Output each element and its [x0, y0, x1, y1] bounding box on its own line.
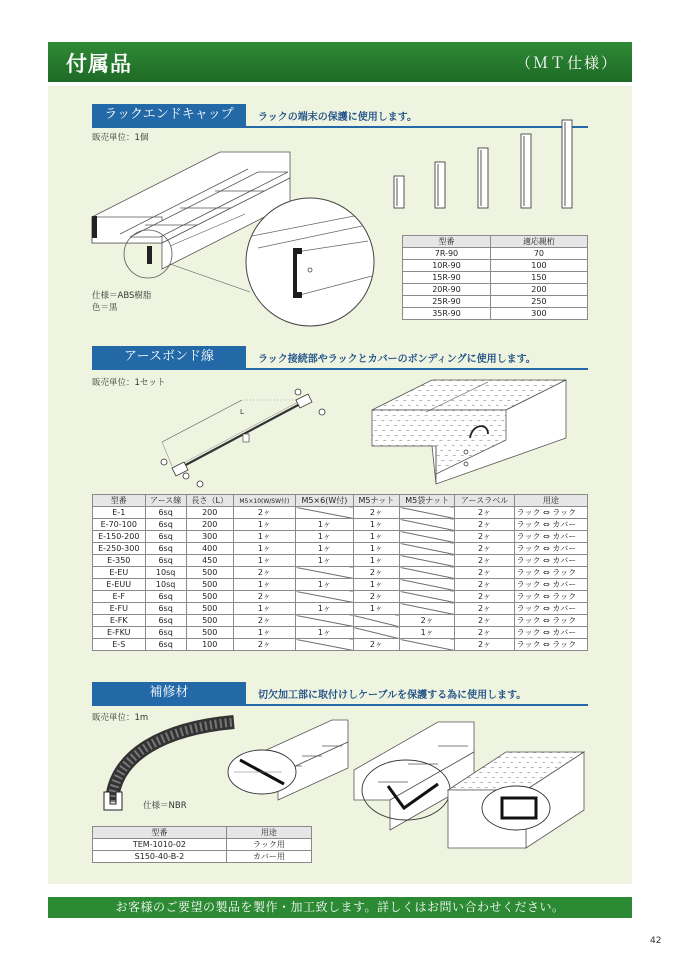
table-cell: 500 [186, 591, 233, 603]
table-cell [400, 531, 455, 543]
table-cell: 7R-90 [403, 248, 491, 260]
table-cell: ラック ⇔ ラック [514, 591, 587, 603]
table-cell: 1ヶ [353, 555, 399, 567]
table-cell: 6sq [145, 603, 186, 615]
column-header: M5×6(W付) [296, 495, 354, 507]
table-cell: E-F [93, 591, 146, 603]
sales-unit: 販売単位：1セット [92, 378, 166, 388]
material-spec: 仕様＝NBR [143, 801, 187, 811]
table-cell [296, 639, 354, 651]
table-cell: 1ヶ [296, 579, 354, 591]
table-cell: 6sq [145, 543, 186, 555]
column-header: 型番 [403, 236, 491, 248]
table-cell: 15R-90 [403, 272, 491, 284]
table-cell: 2ヶ [455, 615, 514, 627]
table-cell: 1ヶ [296, 543, 354, 555]
column-header: 用途 [514, 495, 587, 507]
table-cell: 6sq [145, 591, 186, 603]
table-row [93, 543, 588, 555]
table-cell: 1ヶ [353, 519, 399, 531]
table-cell [353, 615, 399, 627]
table-cell: 200 [186, 519, 233, 531]
table-row [93, 603, 588, 615]
edge-trim-illustration [96, 714, 240, 814]
table-row [93, 531, 588, 543]
table-row [93, 851, 312, 863]
table-cell: 2ヶ [233, 615, 295, 627]
table-cell [400, 519, 455, 531]
table-cell: 2ヶ [233, 567, 295, 579]
table-cell [296, 615, 354, 627]
table-cell: ラック ⇔ カバー [514, 603, 587, 615]
table-row [93, 627, 588, 639]
column-header: M5×10(W/SW付) [233, 495, 295, 507]
table-header-row [403, 236, 588, 248]
table-cell: ラック ⇔ カバー [514, 519, 587, 531]
section-description: 切欠加工部に取付けしケーブルを保護する為に使用します。 [258, 690, 527, 701]
table-row [403, 260, 588, 272]
table-cell: E-250-300 [93, 543, 146, 555]
table-cell: 200 [186, 507, 233, 519]
column-header: 型番 [93, 495, 146, 507]
table-cell: 500 [186, 603, 233, 615]
table-row [93, 555, 588, 567]
table-cell [400, 591, 455, 603]
table-cell: 2ヶ [455, 567, 514, 579]
bond-wire-illustration [150, 386, 340, 490]
table-cell: ラック ⇔ ラック [514, 507, 587, 519]
table-cell: 150 [490, 272, 587, 284]
table-cell: E-1 [93, 507, 146, 519]
table-cell: 2ヶ [455, 555, 514, 567]
table-cell: 1ヶ [296, 603, 354, 615]
table-cell: 6sq [145, 639, 186, 651]
table-cell: 500 [186, 627, 233, 639]
table-row [93, 579, 588, 591]
table-cell: 2ヶ [455, 579, 514, 591]
table-cell: E-FK [93, 615, 146, 627]
section-description: ラックの端末の保護に使用します。 [258, 112, 417, 123]
sales-unit: 販売単位：1個 [92, 133, 149, 143]
table-cell: E-FKU [93, 627, 146, 639]
table-cell: 2ヶ [455, 591, 514, 603]
table-cell: 300 [186, 531, 233, 543]
table-cell: 6sq [145, 531, 186, 543]
table-cell: 2ヶ [455, 543, 514, 555]
table-cell: E-150-200 [93, 531, 146, 543]
column-header: 長さ（L） [186, 495, 233, 507]
column-header: M5ナット [353, 495, 399, 507]
table-cell: 1ヶ [353, 543, 399, 555]
table-row [403, 272, 588, 284]
table-cell: ラック ⇔ ラック [514, 639, 587, 651]
table-cell: 6sq [145, 519, 186, 531]
page-title: 付属品 [66, 52, 132, 76]
table-cell [296, 567, 354, 579]
table-row [93, 639, 588, 651]
table-cell: 1ヶ [233, 603, 295, 615]
bond-wire-spec-table [92, 494, 588, 651]
table-cell: 2ヶ [353, 639, 399, 651]
table-cell: 2ヶ [455, 531, 514, 543]
page-number: 42 [650, 936, 662, 946]
table-cell: 1ヶ [296, 555, 354, 567]
table-cell: E-350 [93, 555, 146, 567]
table-cell: 1ヶ [296, 531, 354, 543]
table-cell [400, 579, 455, 591]
table-cell: 1ヶ [233, 555, 295, 567]
table-cell: 1ヶ [233, 627, 295, 639]
color-spec: 色＝黒 [92, 303, 118, 313]
table-row [93, 507, 588, 519]
page-header [48, 42, 632, 82]
table-row [93, 615, 588, 627]
table-cell: 1ヶ [353, 603, 399, 615]
table-cell: 1ヶ [233, 579, 295, 591]
table-row [93, 839, 312, 851]
table-cell: 1ヶ [233, 543, 295, 555]
table-cell: ラック ⇔ カバー [514, 555, 587, 567]
table-cell: ラック用 [226, 839, 311, 851]
spec-label: （ＭＴ仕様） [515, 54, 618, 72]
section-title: アースボンド線 [92, 346, 246, 368]
table-row [93, 519, 588, 531]
table-cell: 6sq [145, 507, 186, 519]
table-cell: 2ヶ [455, 519, 514, 531]
table-cell: ラック ⇔ カバー [514, 543, 587, 555]
table-cell: ラック ⇔ ラック [514, 567, 587, 579]
column-header: アース線 [145, 495, 186, 507]
table-cell: 6sq [145, 555, 186, 567]
bond-wire-table-body [93, 507, 588, 651]
table-row [403, 308, 588, 320]
table-cell: 2ヶ [400, 615, 455, 627]
table-cell [296, 507, 354, 519]
table-cell: 1ヶ [353, 579, 399, 591]
table-cell: 6sq [145, 627, 186, 639]
table-cell: 2ヶ [353, 567, 399, 579]
table-cell: 20R-90 [403, 284, 491, 296]
table-cell [400, 603, 455, 615]
table-cell: E-FU [93, 603, 146, 615]
repair-material-table [92, 826, 312, 863]
table-header-row [93, 827, 312, 839]
column-header: M5袋ナット [400, 495, 455, 507]
table-cell: 500 [186, 615, 233, 627]
table-cell: 25R-90 [403, 296, 491, 308]
table-cell: TEM-1010-02 [93, 839, 227, 851]
section-title: ラックエンドキャップ [92, 104, 246, 126]
table-cell: 2ヶ [455, 627, 514, 639]
length-label: L [240, 408, 244, 416]
table-cell: S150-40-B-2 [93, 851, 227, 863]
table-cell [400, 567, 455, 579]
end-cap-size-lineup [388, 116, 588, 216]
section-rule [92, 368, 588, 370]
table-cell [400, 543, 455, 555]
column-header: 用途 [226, 827, 311, 839]
column-header: 型番 [93, 827, 227, 839]
table-cell: 10R-90 [403, 260, 491, 272]
table-cell: 300 [490, 308, 587, 320]
table-cell: E-S [93, 639, 146, 651]
table-cell: ラック ⇔ カバー [514, 627, 587, 639]
table-row [403, 296, 588, 308]
table-cell: 200 [490, 284, 587, 296]
table-row [93, 567, 588, 579]
table-cell [296, 591, 354, 603]
section-title: 補修材 [92, 682, 246, 704]
table-cell: 2ヶ [233, 639, 295, 651]
table-cell: ラック ⇔ ラック [514, 615, 587, 627]
table-cell: 6sq [145, 615, 186, 627]
table-row [403, 284, 588, 296]
section-rule [92, 704, 588, 706]
table-cell: 400 [186, 543, 233, 555]
table-cell: 70 [490, 248, 587, 260]
table-cell: 250 [490, 296, 587, 308]
bonding-install-illustration [370, 378, 580, 488]
table-cell: E-70-100 [93, 519, 146, 531]
table-cell: 1ヶ [353, 531, 399, 543]
table-cell [400, 555, 455, 567]
table-cell [400, 507, 455, 519]
table-cell [400, 639, 455, 651]
table-cell: 2ヶ [233, 591, 295, 603]
table-cell: 500 [186, 567, 233, 579]
footer-banner: お客様のご要望の製品を製作・加工致します。詳しくはお問い合わせください。 [48, 897, 632, 918]
table-cell: 1ヶ [296, 519, 354, 531]
sales-unit: 販売単位：1m [92, 713, 149, 723]
table-cell: 2ヶ [455, 639, 514, 651]
table-cell: 100 [186, 639, 233, 651]
section-description: ラック接続部やラックとカバーのボンディングに使用します。 [258, 354, 536, 365]
table-cell: E-EUU [93, 579, 146, 591]
table-cell: ラック ⇔ カバー [514, 579, 587, 591]
table-cell: 2ヶ [233, 507, 295, 519]
material-spec: 仕様＝ABS樹脂 [92, 291, 152, 301]
table-cell: 2ヶ [353, 591, 399, 603]
table-cell: 1ヶ [296, 627, 354, 639]
table-row [93, 591, 588, 603]
table-cell: 2ヶ [455, 507, 514, 519]
table-cell: 100 [490, 260, 587, 272]
table-cell: 1ヶ [400, 627, 455, 639]
table-row [403, 248, 588, 260]
table-cell: 1ヶ [233, 519, 295, 531]
table-cell: 2ヶ [353, 507, 399, 519]
table-cell: カバー用 [226, 851, 311, 863]
column-header: アースラベル [455, 495, 514, 507]
table-cell: 2ヶ [455, 603, 514, 615]
table-cell: E-EU [93, 567, 146, 579]
table-cell: ラック ⇔ カバー [514, 531, 587, 543]
end-cap-spec-table [402, 235, 588, 320]
table-cell: 10sq [145, 579, 186, 591]
table-cell: 450 [186, 555, 233, 567]
rack-notch-illustration [222, 712, 352, 822]
table-cell: 35R-90 [403, 308, 491, 320]
end-cap-detail-zoom [244, 196, 376, 328]
table-header-row [93, 495, 588, 507]
table-cell: 500 [186, 579, 233, 591]
table-cell: 10sq [145, 567, 186, 579]
table-cell: 1ヶ [233, 531, 295, 543]
column-header: 適応親桁 [490, 236, 587, 248]
cover-notch-illustration [446, 750, 586, 870]
table-cell [353, 627, 399, 639]
